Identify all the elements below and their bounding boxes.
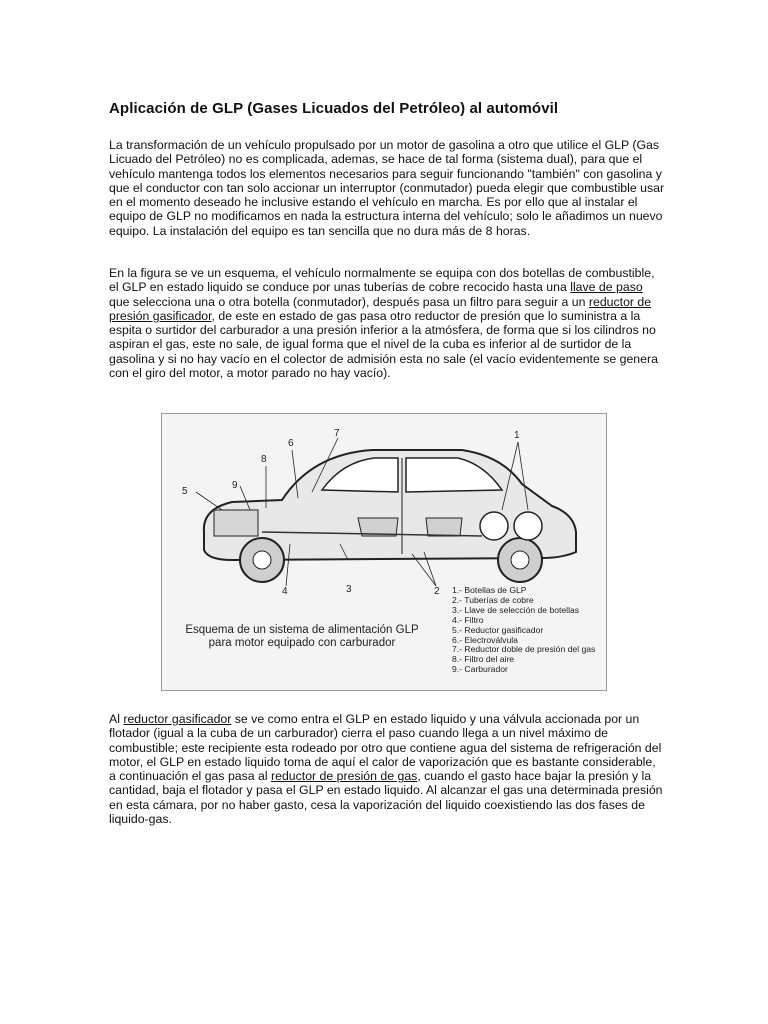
- legend-item: 5.- Reductor gasificador: [452, 624, 544, 635]
- diagram-caption: Esquema de un sistema de alimentación GLP para motor equipado con carburador: [185, 624, 419, 649]
- diagram-number: 1: [514, 430, 520, 441]
- reductor-paragraph: [109, 712, 665, 826]
- legend-item: 2.- Tuberías de cobre: [452, 594, 534, 605]
- legend-item: 6.- Electroválvula: [452, 634, 518, 645]
- reductor-presion-gas-link[interactable]: reductor de presión de gas: [271, 769, 418, 784]
- diagram-legend: [452, 586, 602, 675]
- text-span: se ve como entra el GLP en estado liquido y una válvula accionada por un flotador (igual a la cuba de un carburador) cierra el paso cuando llega a un nivel máximo de combustible; este recipiente esta rodeado por otro que contiene agua del sistema de refrigeración del motor, el GLP en estado liquido toma de aquí el calor de vaporización que es bastante considerable, a continuación el gas pasa al: [109, 712, 662, 784]
- legend-item: 1.- Botellas de GLP: [452, 585, 527, 595]
- page-title: Aplicación de GLP (Gases Licuados del Petróleo) al automóvil: [109, 100, 559, 117]
- intro-paragraph: La transformación de un vehículo propulsado por un motor de gasolina a otro que utilice el GLP (Gas Licuado del Petróleo) no es complicada, ademas, se hace de tal forma (sistema dual), para que el vehículo mantenga todos los elementos necesarios para seguir funcionando "también" con gasolina y que el conductor con tan solo accionar un interruptor (conmutador) pueda elegir que combustible usar en el momento deseado he inclusive estando el vehículo en marcha. Es por ello que al instalar el equipo de GLP no modificamos en nada la estructura interna del vehículo; solo le añadimos un nuevo equipo. La instalación del equipo es tan sencilla que no dura más de 8 horas.: [109, 138, 665, 238]
- text-span: En la figura se ve un esquema, el vehículo normalmente se equipa con dos botellas de combustible, el GLP en estado liquido se conduce por unas tuberías de cobre recocido hasta una: [109, 266, 655, 295]
- diagram-number: 5: [182, 486, 188, 497]
- diagram-number: 3: [346, 584, 352, 595]
- legend-item: 8.- Filtro del aire: [452, 654, 515, 665]
- diagram-number: 6: [288, 438, 294, 449]
- diagram-number: 7: [334, 428, 340, 439]
- diagram-number: 8: [261, 454, 267, 465]
- reductor-gasificador-link[interactable]: reductor gasificador: [123, 712, 232, 726]
- legend-item: 7.- Reductor doble de presión del gas: [452, 644, 596, 655]
- legend-item: 9.- Carburador: [452, 664, 508, 675]
- diagram-number: 2: [434, 586, 440, 597]
- legend-item: 4.- Filtro: [452, 614, 484, 625]
- text-span: Al: [109, 712, 124, 726]
- text-span: , de este en estado de gas pasa otro reductor de presión que lo suministra a la espita o surtidor del carburador a una presión inferior a la atmósfera, de forma que si los cilindros no aspiran el gas, este no sale, de igual forma que el nivel de la cuba es inferior al de surtidor de la gasolina y si no hay vacío en el colector de admisión esta no sale (el vacío evidentemente se genera con el giro del motor, a motor parado no hay vacío).: [109, 308, 658, 381]
- glp-car-diagram: [161, 413, 607, 691]
- reductor-presion-gasificador-link[interactable]: reductor de presión gasificador: [109, 294, 652, 323]
- text-span: , cuando el gasto hace bajar la presión y la cantidad, baja el flotador y pasa el GLP en estado liquido. Al alcanzar el gas una determinada presión en esta cámara, por no haber gasto, cesa la vaporización del liquido coexistiendo las dos fases de liquido-gas.: [109, 769, 663, 827]
- scheme-paragraph: [109, 266, 665, 380]
- diagram-number: 4: [282, 586, 288, 597]
- text-span: que selecciona una o otra botella (conmutador), después pasa un filtro para seguir a un: [109, 294, 589, 309]
- legend-item: 3.- Llave de selección de botellas: [452, 604, 580, 615]
- llave-de-paso-link[interactable]: llave de paso: [570, 280, 643, 295]
- diagram-number: 9: [232, 480, 238, 491]
